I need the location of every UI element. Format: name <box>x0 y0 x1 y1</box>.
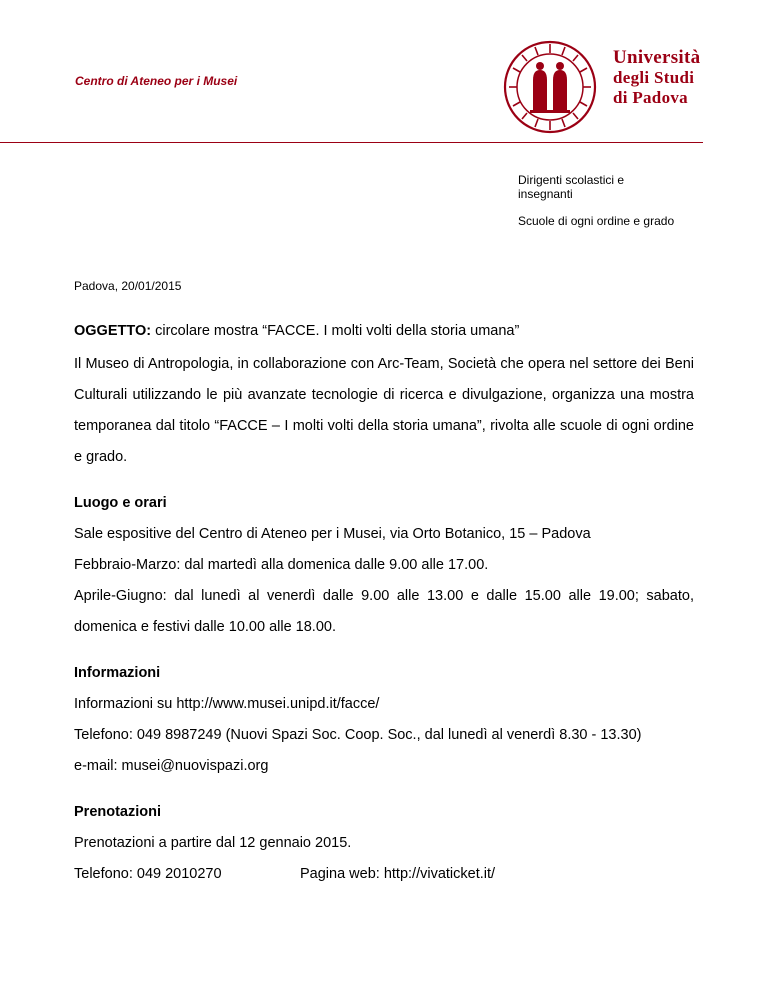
luogo-heading: Luogo e orari <box>74 495 167 511</box>
subject-text: circolare mostra “FACCE. I molti volti della storia umana” <box>151 323 520 339</box>
informazioni-heading: Informazioni <box>74 665 161 681</box>
prenotazioni-contacts <box>74 859 694 890</box>
university-logo <box>613 48 700 108</box>
recipient-line-3: Scuole di ogni ordine e grado <box>518 214 675 228</box>
prenotazioni-web: Pagina web: http://vivaticket.it/ <box>300 866 496 882</box>
luogo-address: Sale espositive del Centro di Ateneo per i Musei, via Orto Botanico, 15 – Padova <box>74 526 591 542</box>
header-divider <box>0 142 703 143</box>
luogo-hours-2: Aprile-Giugno: dal lunedì al venerdì dalle 9.00 alle 13.00 e dalle 15.00 alle 19.00; sabato, domenica e festivi dalle 10.00 alle 18.00. <box>74 588 694 635</box>
informazioni-phone: Telefono: 049 8987249 (Nuovi Spazi Soc. Coop. Soc., dal lunedì al venerdì 8.30 - 13.30) <box>74 727 642 743</box>
subject-label: OGGETTO: <box>74 323 152 339</box>
subject-line <box>74 322 694 340</box>
logo-line-3: di Padova <box>613 88 688 107</box>
prenotazioni-heading: Prenotazioni <box>74 804 162 820</box>
informazioni-web: Informazioni su http://www.musei.unipd.it/facce/ <box>74 696 380 712</box>
recipient-line-1: Dirigenti scolastici e <box>518 173 625 187</box>
luogo-hours-1: Febbraio-Marzo: dal martedì alla domenica dalle 9.00 alle 17.00. <box>74 557 489 573</box>
letter-body <box>74 322 694 890</box>
letter-date: Padova, 20/01/2015 <box>74 279 182 293</box>
recipients-block <box>518 173 674 228</box>
logo-line-1: Università <box>613 47 701 68</box>
logo-line-2: degli Studi <box>613 68 695 87</box>
university-seal-icon <box>503 40 597 134</box>
prenotazioni-start: Prenotazioni a partire dal 12 gennaio 2015. <box>74 835 352 851</box>
prenotazioni-phone: Telefono: 049 2010270 <box>74 866 222 882</box>
informazioni-email: e-mail: musei@nuovispazi.org <box>74 758 269 774</box>
intro-paragraph: Il Museo di Antropologia, in collaborazione con Arc-Team, Società che opera nel settore dei Beni Culturali utilizzando le più avanzate tecnologie di ricerca e divulgazione, organizza una mostra temporanea dal titolo “FACCE – I molti volti della storia umana”, rivolta alle scuole di ogni ordine e grado. <box>74 356 694 465</box>
recipient-line-2: insegnanti <box>518 187 573 201</box>
center-name: Centro di Ateneo per i Musei <box>75 74 238 88</box>
